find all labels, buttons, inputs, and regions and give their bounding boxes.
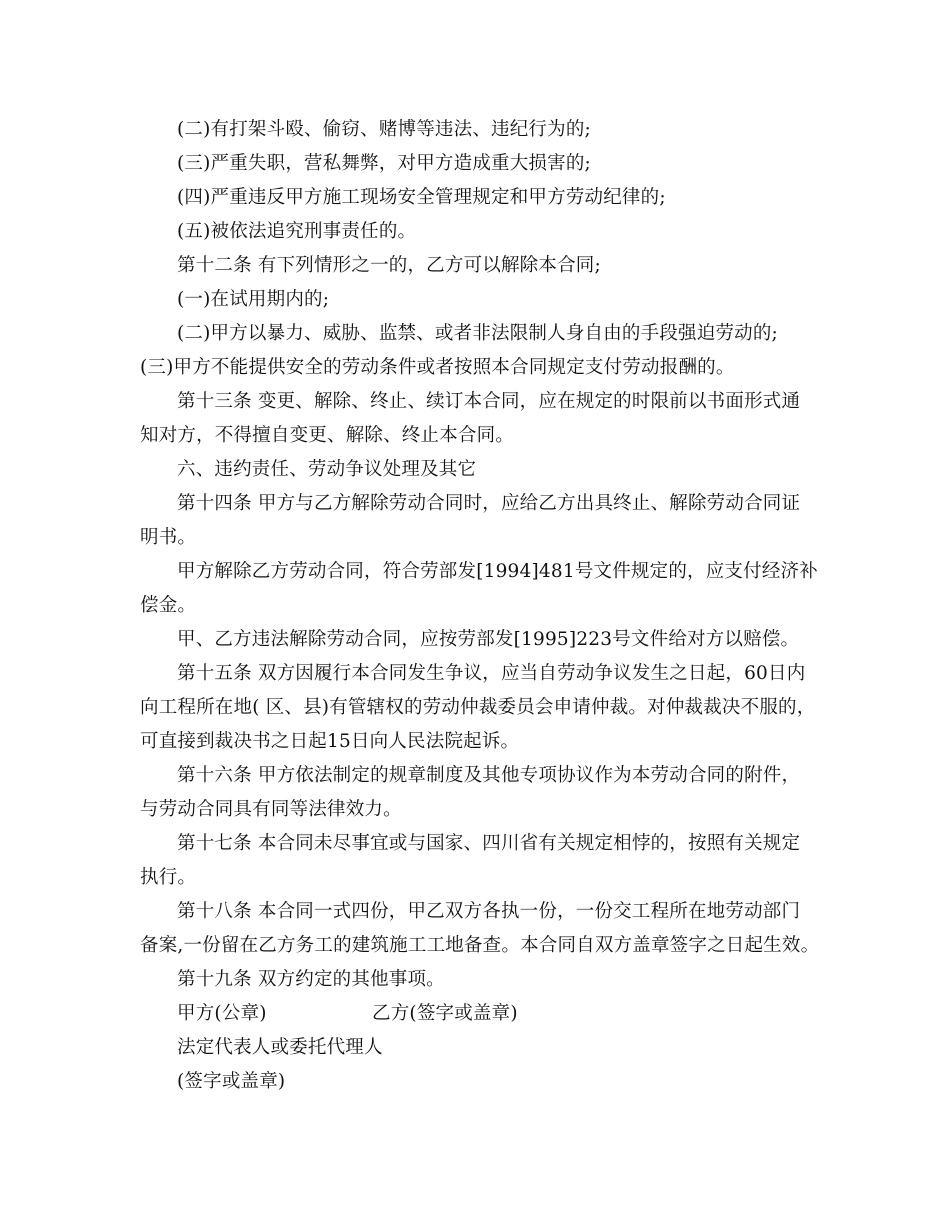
article-17-line-2: 执行。 — [140, 867, 197, 888]
article-14-line-2: 明书。 — [140, 527, 197, 548]
article-16-line-1: 第十六条 甲方依法制定的规章制度及其他专项协议作为本劳动合同的附件， — [177, 765, 801, 786]
article-16-line-2: 与劳动合同具有同等法律效力。 — [140, 799, 402, 820]
article-13-line-2: 知对方，不得擅自变更、解除、终止本合同。 — [140, 425, 515, 446]
party-b-sign-label: 乙方(签字或盖章) — [372, 1003, 518, 1024]
article-19-line: 第十九条 双方约定的其他事项。 — [177, 969, 445, 990]
article-17-line-1: 第十七条 本合同未尽事宜或与国家、四川省有关规定相悖的，按照有关规定 — [177, 833, 801, 854]
signature-row — [140, 997, 820, 1031]
clause-line-3: (四)严重违反甲方施工现场安全管理规定和甲方劳动纪律的; — [177, 187, 666, 208]
clause-line-2: (三)严重失职，营私舞弊，对甲方造成重大损害的; — [177, 153, 591, 174]
clause-line-8: (三)甲方不能提供安全的劳动条件或者按照本合同规定支付劳动报酬的。 — [140, 357, 735, 378]
article-18-line-2: 备案,一份留在乙方务工的建筑施工工地备查。本合同自双方盖章签字之日起生效。 — [140, 935, 820, 956]
clause-line-1: (二)有打架斗殴、偷窃、赌博等违法、违纪行为的; — [177, 119, 591, 140]
sign-or-seal-note: (签字或盖章) — [177, 1071, 286, 1092]
representative-label: 法定代表人或委托代理人 — [177, 1037, 383, 1058]
party-a-seal-label: 甲方(公章) — [177, 1003, 267, 1024]
indemnity-line: 甲、乙方违法解除劳动合同，应按劳部发[1995]223号文件给对方以赔偿。 — [177, 629, 800, 650]
clause-line-4: (五)被依法追究刑事责任的。 — [177, 221, 417, 242]
article-15-line-2: 向工程所在地( 区、县)有管辖权的劳动仲裁委员会申请仲裁。对仲裁裁决不服的， — [140, 697, 816, 718]
compensation-line-2: 偿金。 — [140, 595, 197, 616]
document-page — [140, 113, 820, 1099]
article-12-heading: 第十二条 有下列情形之一的，乙方可以解除本合同; — [177, 255, 601, 276]
clause-line-7: (二)甲方以暴力、威胁、监禁、或者非法限制人身自由的手段强迫劳动的; — [177, 323, 778, 344]
article-15-line-3: 可直接到裁决书之日起15日向人民法院起诉。 — [140, 731, 520, 752]
article-13-line-1: 第十三条 变更、解除、终止、续订本合同，应在规定的时限前以书面形式通 — [177, 391, 801, 412]
compensation-line-1: 甲方解除乙方劳动合同，符合劳部发[1994]481号文件规定的，应支付经济补 — [177, 561, 818, 582]
section-6-heading: 六、违约责任、劳动争议处理及其它 — [177, 459, 477, 480]
article-18-line-1: 第十八条 本合同一式四份，甲乙双方各执一份，一份交工程所在地劳动部门 — [177, 901, 801, 922]
clause-line-6: (一)在试用期内的; — [177, 289, 330, 310]
article-14-line-1: 第十四条 甲方与乙方解除劳动合同时，应给乙方出具终止、解除劳动合同证 — [177, 493, 801, 514]
article-15-line-1: 第十五条 双方因履行本合同发生争议，应当自劳动争议发生之日起，60日内 — [177, 663, 806, 684]
